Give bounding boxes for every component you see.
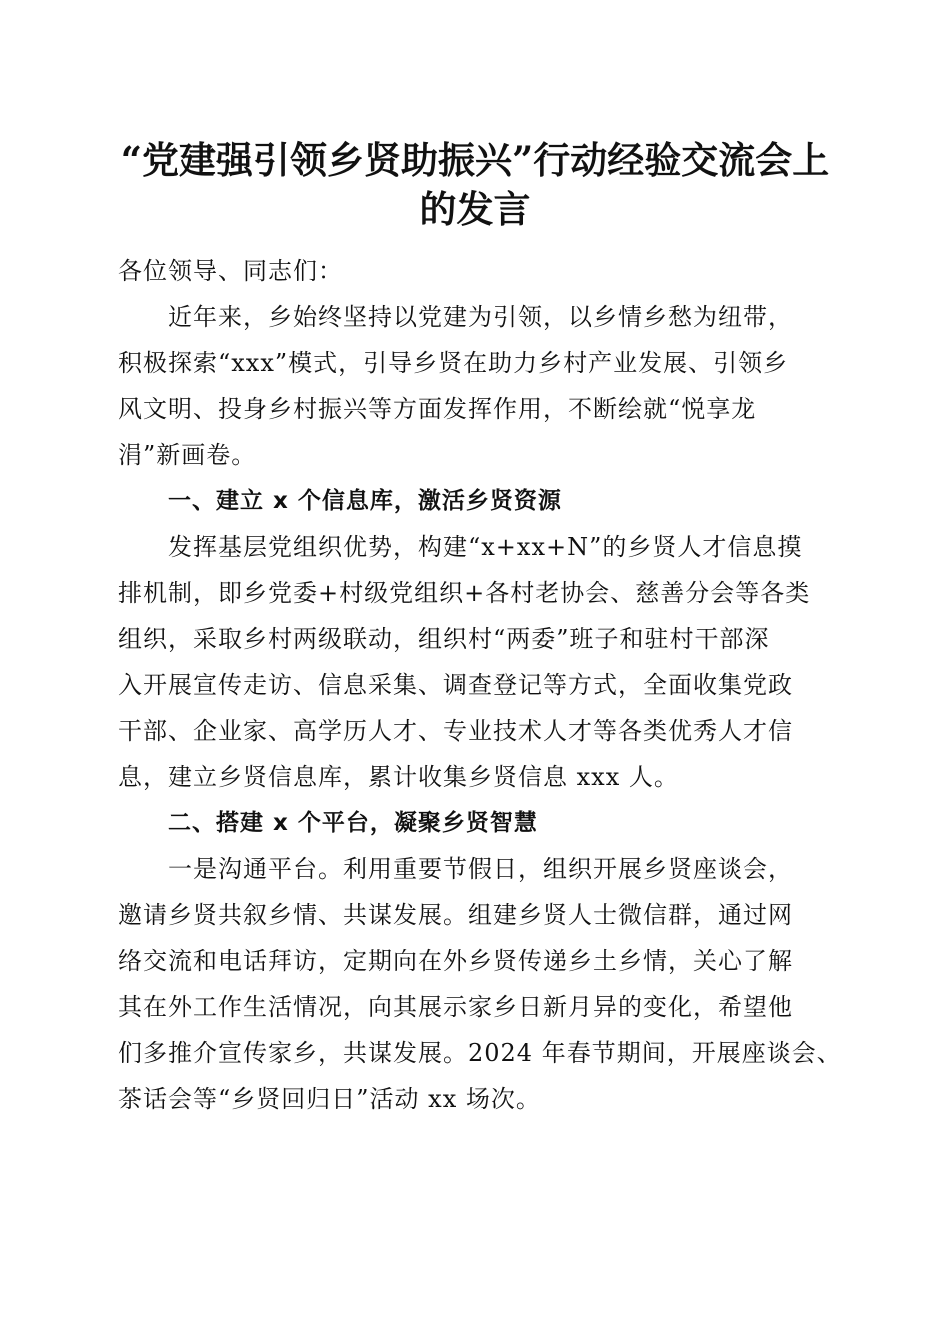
intro-line: 涓”新画卷。	[118, 441, 257, 469]
section-1-heading: 一、建立 x 个信息库，激活乡贤资源	[168, 488, 562, 514]
section-1-line: 组织，采取乡村两级联动，组织村“两委”班子和驻村干部深	[118, 625, 770, 653]
section-1-line: 排机制，即乡党委+村级党组织+各村老协会、慈善分会等各类	[118, 579, 811, 607]
document-title-line-1: “党建强引领乡贤助振兴”行动经验交流会上	[120, 138, 830, 182]
section-2-line: 邀请乡贤共叙乡情、共谋发展。组建乡贤人士微信群，通过网	[118, 901, 793, 929]
intro-line: 风文明、投身乡村振兴等方面发挥作用，不断绘就“悦享龙	[118, 395, 757, 423]
section-2-line: 茶话会等“乡贤回归日”活动 xx 场次。	[118, 1085, 541, 1113]
salutation: 各位领导、同志们：	[118, 257, 343, 285]
intro-line: 积极探索“xxx”模式，引导乡贤在助力乡村产业发展、引领乡	[118, 349, 789, 377]
document-title-line-2: 的发言	[419, 187, 531, 231]
section-2-heading: 二、搭建 x 个平台，凝聚乡贤智慧	[168, 810, 538, 836]
section-2-line: 络交流和电话拜访，定期向在外乡贤传递乡土乡情，关心了解	[118, 947, 793, 975]
section-1-line: 入开展宣传走访、信息采集、调查登记等方式，全面收集党政	[118, 671, 793, 699]
section-2-line: 其在外工作生活情况，向其展示家乡日新月异的变化，希望他	[118, 993, 793, 1021]
section-2-line: 一是沟通平台。利用重要节假日，组织开展乡贤座谈会，	[168, 855, 793, 883]
section-1-line: 发挥基层党组织优势，构建“x+xx+N”的乡贤人才信息摸	[168, 533, 803, 561]
section-1-line: 干部、企业家、高学历人才、专业技术人才等各类优秀人才信	[118, 717, 793, 745]
document-body	[118, 248, 842, 1122]
section-1-line: 息，建立乡贤信息库，累计收集乡贤信息 xxx 人。	[118, 763, 679, 791]
intro-line: 近年来，乡始终坚持以党建为引领，以乡情乡愁为纽带，	[168, 303, 793, 331]
section-2-line: 们多推介宣传家乡，共谋发展。2024 年春节期间，开展座谈会、	[118, 1039, 842, 1067]
